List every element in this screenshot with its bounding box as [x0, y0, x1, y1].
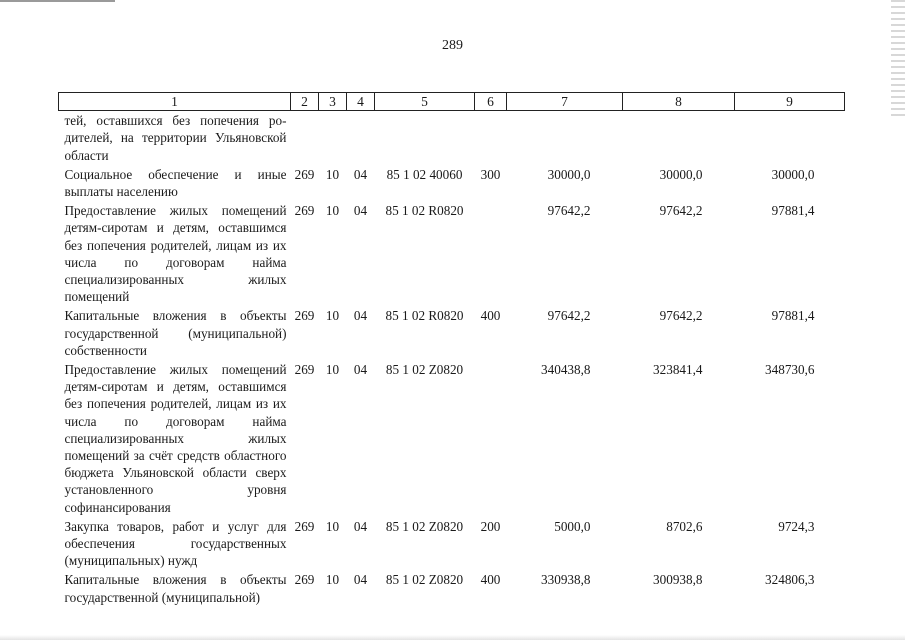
cell-col6: 200 — [480, 518, 501, 534]
table-row — [59, 200, 845, 305]
cell-col2: 269 — [294, 308, 315, 324]
cell-col7: 330938,8 — [541, 572, 591, 588]
cell-col8: 300938,8 — [653, 572, 703, 588]
cell-col8 — [623, 111, 735, 164]
cell-col5: 85 1 02 Z0820 — [385, 362, 464, 378]
cell-col5: 85 1 02 R0820 — [385, 203, 464, 219]
column-header-8: 8 — [623, 93, 735, 111]
row-name: Предоставление жилых помещений детям-сиротам и детям, оставшимся без попечения родителей, лицам из их числа по договорам найма специализированных жилых помещений — [64, 203, 287, 305]
column-header-9: 9 — [735, 93, 845, 111]
cell-col7: 97642,2 — [547, 308, 591, 324]
table-row — [59, 516, 845, 570]
scan-artifact-top — [0, 0, 115, 2]
cell-col9: 324806,3 — [765, 572, 815, 588]
cell-col4: 04 — [353, 203, 368, 219]
column-header-6: 6 — [475, 93, 507, 111]
cell-col9: 97881,4 — [771, 308, 815, 324]
cell-col3: 10 — [325, 518, 340, 534]
cell-col4 — [347, 111, 375, 164]
cell-col3: 10 — [325, 203, 340, 219]
cell-col2: 269 — [294, 518, 315, 534]
table-row — [59, 305, 845, 359]
cell-col9: 30000,0 — [771, 166, 815, 182]
row-name: Капитальные вложения в объекты государственной (муниципальной) собственности — [64, 308, 287, 358]
cell-col6 — [475, 200, 507, 305]
cell-col6: 400 — [480, 308, 501, 324]
cell-col3 — [319, 111, 347, 164]
cell-col9 — [735, 111, 845, 164]
cell-col2: 269 — [294, 166, 315, 182]
cell-col6 — [475, 359, 507, 516]
cell-col5: 85 1 02 R0820 — [385, 308, 464, 324]
column-header-1: 1 — [59, 93, 291, 111]
cell-col5: 85 1 02 Z0820 — [385, 518, 464, 534]
cell-col9: 9724,3 — [778, 518, 815, 534]
table-row — [59, 164, 845, 200]
cell-col4: 04 — [353, 572, 368, 588]
cell-col7: 340438,8 — [541, 362, 591, 378]
table-row — [59, 569, 845, 605]
cell-col2: 269 — [294, 572, 315, 588]
row-name: Социальное обеспечение и иные выплаты населению — [64, 166, 287, 200]
cell-col7: 97642,2 — [547, 203, 591, 219]
cell-col7 — [507, 111, 623, 164]
cell-col6: 400 — [480, 572, 501, 588]
row-name: тей, оставшихся без попечения родителей, на территории Ульяновской области — [64, 113, 287, 163]
cell-col2 — [291, 111, 319, 164]
header-row — [59, 93, 845, 111]
column-header-4: 4 — [347, 93, 375, 111]
cell-col6: 300 — [480, 166, 501, 182]
cell-col2: 269 — [294, 203, 315, 219]
cell-col9: 348730,6 — [765, 362, 815, 378]
scan-artifact-right — [891, 0, 905, 120]
cell-col9: 97881,4 — [771, 203, 815, 219]
cell-col8: 97642,2 — [659, 203, 703, 219]
cell-col2: 269 — [294, 362, 315, 378]
cell-col4: 04 — [353, 518, 368, 534]
cell-col3: 10 — [325, 166, 340, 182]
cell-col4: 04 — [353, 166, 368, 182]
cell-col3: 10 — [325, 308, 340, 324]
column-header-2: 2 — [291, 93, 319, 111]
cell-col3: 10 — [325, 362, 340, 378]
column-header-5: 5 — [375, 93, 475, 111]
cell-col5 — [375, 111, 475, 164]
cell-col8: 323841,4 — [653, 362, 703, 378]
cell-col4: 04 — [353, 362, 368, 378]
table-row — [59, 111, 845, 164]
page-number: 289 — [442, 38, 463, 53]
cell-col8: 97642,2 — [659, 308, 703, 324]
scan-artifact-bottom — [0, 635, 905, 640]
cell-col8: 30000,0 — [659, 166, 703, 182]
cell-col8: 8702,6 — [666, 518, 703, 534]
column-header-7: 7 — [507, 93, 623, 111]
cell-col5: 85 1 02 Z0820 — [385, 572, 464, 588]
cell-col4: 04 — [353, 308, 368, 324]
table-row — [59, 359, 845, 516]
row-name: Предоставление жилых помещений детям-сиротам и детям, оставшимся без попечения родителей, лицам из их числа по договорам найма специализированных жилых помещений за счёт средств областного бюджета Ульяновской области сверх установленного уровня софинансирования — [64, 362, 287, 515]
cell-col6 — [475, 111, 507, 164]
row-name: Закупка товаров, работ и услуг для обеспечения государственных (муниципальных) нужд — [64, 518, 287, 569]
budget-table — [58, 92, 845, 606]
column-header-3: 3 — [319, 93, 347, 111]
cell-col5: 85 1 02 40060 — [386, 166, 463, 182]
cell-col7: 30000,0 — [547, 166, 591, 182]
cell-col7: 5000,0 — [554, 518, 591, 534]
row-name: Капитальные вложения в объекты государственной (муниципальной) — [64, 572, 287, 605]
cell-col3: 10 — [325, 572, 340, 588]
